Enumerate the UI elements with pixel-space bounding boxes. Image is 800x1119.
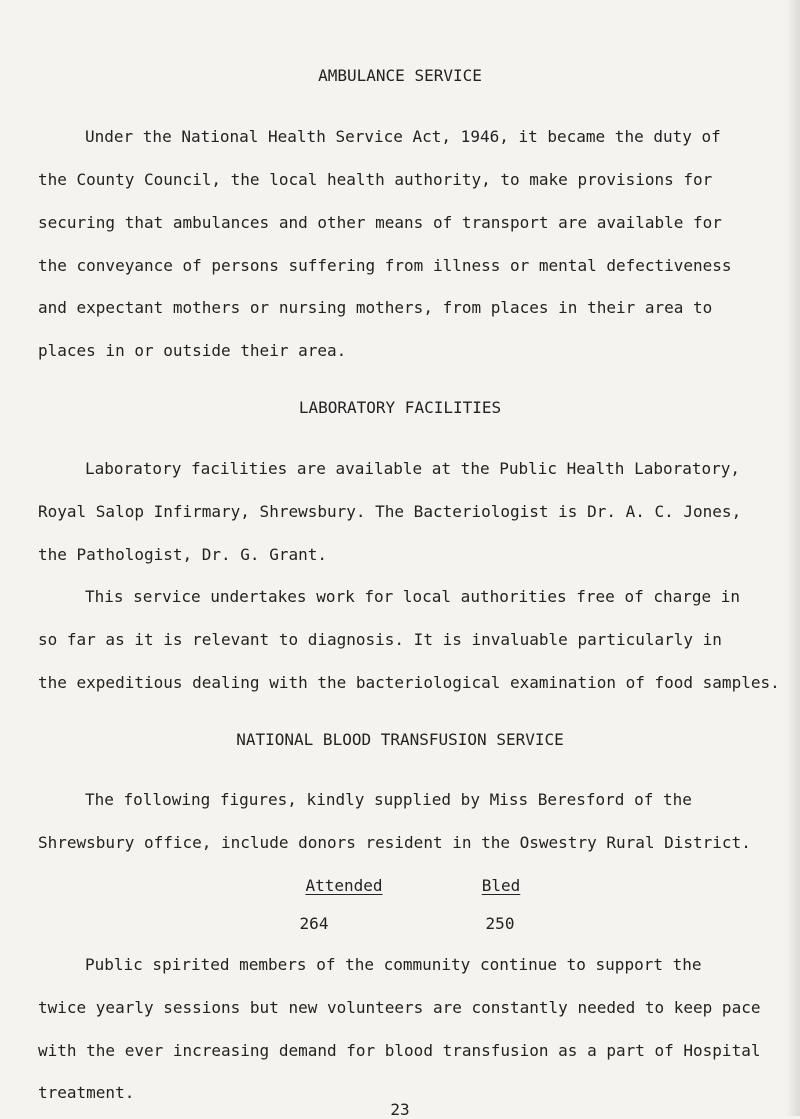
laboratory-line-3: the Pathologist, Dr. G. Grant. <box>38 545 327 564</box>
blood-line-2: Shrewsbury office, include donors resident in the Oswestry Rural District. <box>38 833 751 852</box>
ambulance-heading: AMBULANCE SERVICE <box>318 66 482 85</box>
ambulance-line-5: and expectant mothers or nursing mothers, from places in their area to <box>38 298 713 317</box>
page-number: 23 <box>390 1100 410 1119</box>
ambulance-line-4: the conveyance of persons suffering from illness or mental defectiveness <box>38 256 732 275</box>
ambulance-line-6: places in or outside their area. <box>38 341 347 360</box>
ambulance-line-2: the County Council, the local health authority, to make provisions for <box>38 170 713 189</box>
laboratory-line-2: Royal Salop Infirmary, Shrewsbury. The Bacteriologist is Dr. A. C. Jones, <box>38 502 742 521</box>
blood-line-5: with the ever increasing demand for blood transfusion as a part of Hospital <box>38 1041 761 1060</box>
blood-line-6: treatment. <box>38 1083 135 1102</box>
blood-line-3: Public spirited members of the community continue to support the <box>85 955 702 974</box>
laboratory-heading: LABORATORY FACILITIES <box>298 398 502 417</box>
laboratory-line-4: This service undertakes work for local authorities free of charge in <box>85 587 741 606</box>
ambulance-line-3: securing that ambulances and other means of transport are available for <box>38 213 722 232</box>
laboratory-line-5: so far as it is relevant to diagnosis. It is invaluable particularly in <box>38 630 722 649</box>
table-value-bled: 250 <box>485 914 515 933</box>
blood-line-1: The following figures, kindly supplied by Miss Beresford of the <box>85 790 692 809</box>
ambulance-line-1: Under the National Health Service Act, 1946, it became the duty of <box>85 127 721 146</box>
laboratory-line-1: Laboratory facilities are available at the Public Health Laboratory, <box>85 459 741 478</box>
table-header-bled: Bled <box>481 876 521 895</box>
laboratory-line-6: the expeditious dealing with the bacteriological examination of food samples. <box>38 673 780 692</box>
blood-heading: NATIONAL BLOOD TRANSFUSION SERVICE <box>236 730 564 749</box>
blood-line-4: twice yearly sessions but new volunteers are constantly needed to keep pace <box>38 998 761 1017</box>
table-value-attended: 264 <box>299 914 329 933</box>
table-header-attended: Attended <box>305 876 383 895</box>
